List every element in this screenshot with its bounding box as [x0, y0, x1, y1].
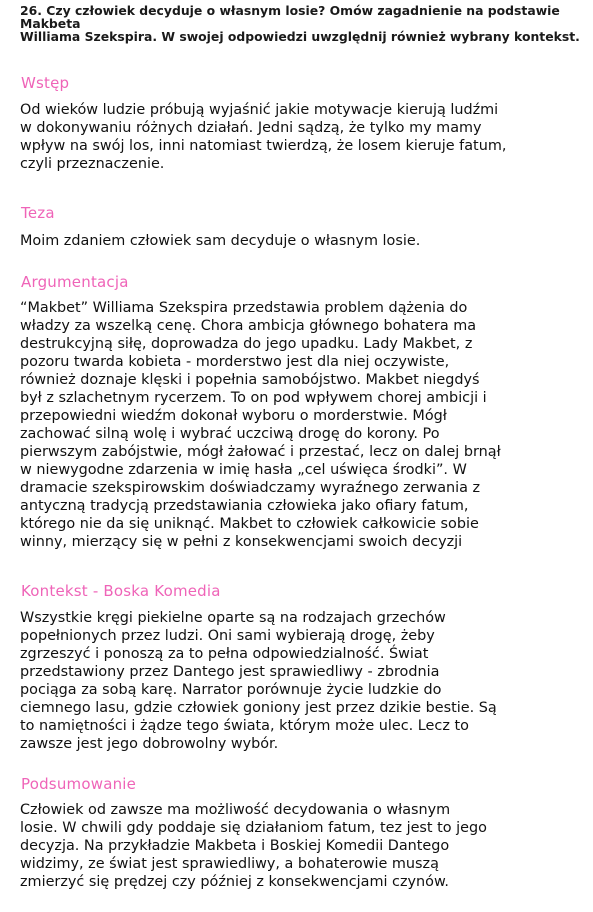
section-heading-context: Kontekst - Boska Komedia: [21, 582, 221, 600]
question-title: [20, 4, 580, 43]
text-line: zachować silną wolę i wybrać uczciwą drogę do korony. Po: [20, 426, 440, 442]
text-line: Człowiek od zawsze ma możliwość decydowania o własnym: [20, 802, 451, 818]
text-line: pierwszym zabójstwie, mógł żałować i przestać, lecz on dalej brnął: [20, 444, 501, 460]
text-line: popełnionych przez ludzi. Oni sami wybierają drogę, żeby: [20, 628, 435, 644]
text-line: pozoru twarda kobieta - morderstwo jest dla niej oczywiste,: [20, 354, 450, 370]
text-line: przedstawiony przez Dantego jest sprawiedliwy - zbrodnia: [20, 664, 440, 680]
text-line: Od wieków ludzie próbują wyjaśnić jakie motywacje kierują ludźmi: [20, 102, 499, 118]
text-line: widzimy, ze świat jest sprawiedliwy, a bohaterowie muszą: [20, 856, 439, 872]
text-line: władzy za wszelką cenę. Chora ambicja głównego bohatera ma: [20, 318, 477, 334]
section-text-intro: [20, 101, 586, 173]
title-line: Williama Szekspira. W swojej odpowiedzi uwzględnij również wybrany kontekst.: [20, 29, 580, 44]
text-line: w niewygodne zdarzenia w imię hasła „cel uświęca środki”. W: [20, 462, 467, 478]
text-line: losie. W chwili gdy poddaje się działaniom fatum, tez jest to jego: [20, 820, 487, 836]
text-line: zmierzyć się prędzej czy później z konsekwencjami czynów.: [20, 874, 449, 890]
text-line: dramacie szekspirowskim doświadczamy wyraźnego zerwania z: [20, 480, 481, 496]
text-line: “Makbet” Williama Szekspira przedstawia problem dążenia do: [20, 300, 468, 316]
text-line: winny, mierzący się w pełni z konsekwencjami swoich decyzji: [20, 534, 463, 550]
text-line: był z szlachetnym rycerzem. To on pod wpływem chorej ambicji i: [20, 390, 487, 406]
section-heading-intro: Wstęp: [21, 74, 70, 92]
text-line: to namiętności i żądze tego świata, którym może ulec. Lecz to: [20, 718, 469, 734]
text-line: ciemnego lasu, gdzie człowiek goniony jest przez dzikie bestie. Są: [20, 700, 497, 716]
text-line: zawsze jest jego dobrowolny wybór.: [20, 736, 279, 752]
text-line: w dokonywaniu różnych działań. Jedni sądzą, że tylko my mamy: [20, 120, 482, 136]
text-line: antyczną tradycją przedstawiania człowieka jako ofiary fatum,: [20, 498, 469, 514]
text-line: wpływ na swój los, inni natomiast twierdzą, że losem kieruje fatum,: [20, 138, 507, 154]
section-text-argumentation: [20, 299, 586, 551]
section-text-summary: [20, 801, 586, 891]
text-line: którego nie da się uniknąć. Makbet to człowiek całkowicie sobie: [20, 516, 479, 532]
section-heading-thesis: Teza: [21, 204, 55, 222]
section-text-thesis: [20, 232, 586, 250]
text-line: zgrzeszyć i ponoszą za to pełna odpowiedzialność. Świat: [20, 646, 429, 662]
title-line: 26. Czy człowiek decyduje o własnym losie? Omów zagadnienie na podstawie: [20, 3, 560, 18]
section-text-context: [20, 609, 586, 753]
text-line: Moim zdaniem człowiek sam decyduje o własnym losie.: [20, 233, 421, 249]
section-heading-summary: Podsumowanie: [21, 775, 137, 793]
text-line: destrukcyjną siłę, doprowadza do jego upadku. Lady Makbet, z: [20, 336, 473, 352]
text-line: przepowiedni wiedźm dokonał wyboru o morderstwie. Mógł: [20, 408, 447, 424]
text-line: pociąga za sobą karę. Narrator porównuje życie ludzkie do: [20, 682, 442, 698]
section-heading-argumentation: Argumentacja: [21, 273, 129, 291]
text-line: również doznaje klęski i popełnia samobójstwo. Makbet niegdyś: [20, 372, 480, 388]
title-line: Makbeta: [20, 16, 81, 31]
text-line: decyzja. Na przykładzie Makbeta i Boskiej Komedii Dantego: [20, 838, 450, 854]
text-line: czyli przeznaczenie.: [20, 156, 165, 172]
text-line: Wszystkie kręgi piekielne oparte są na rodzajach grzechów: [20, 610, 446, 626]
